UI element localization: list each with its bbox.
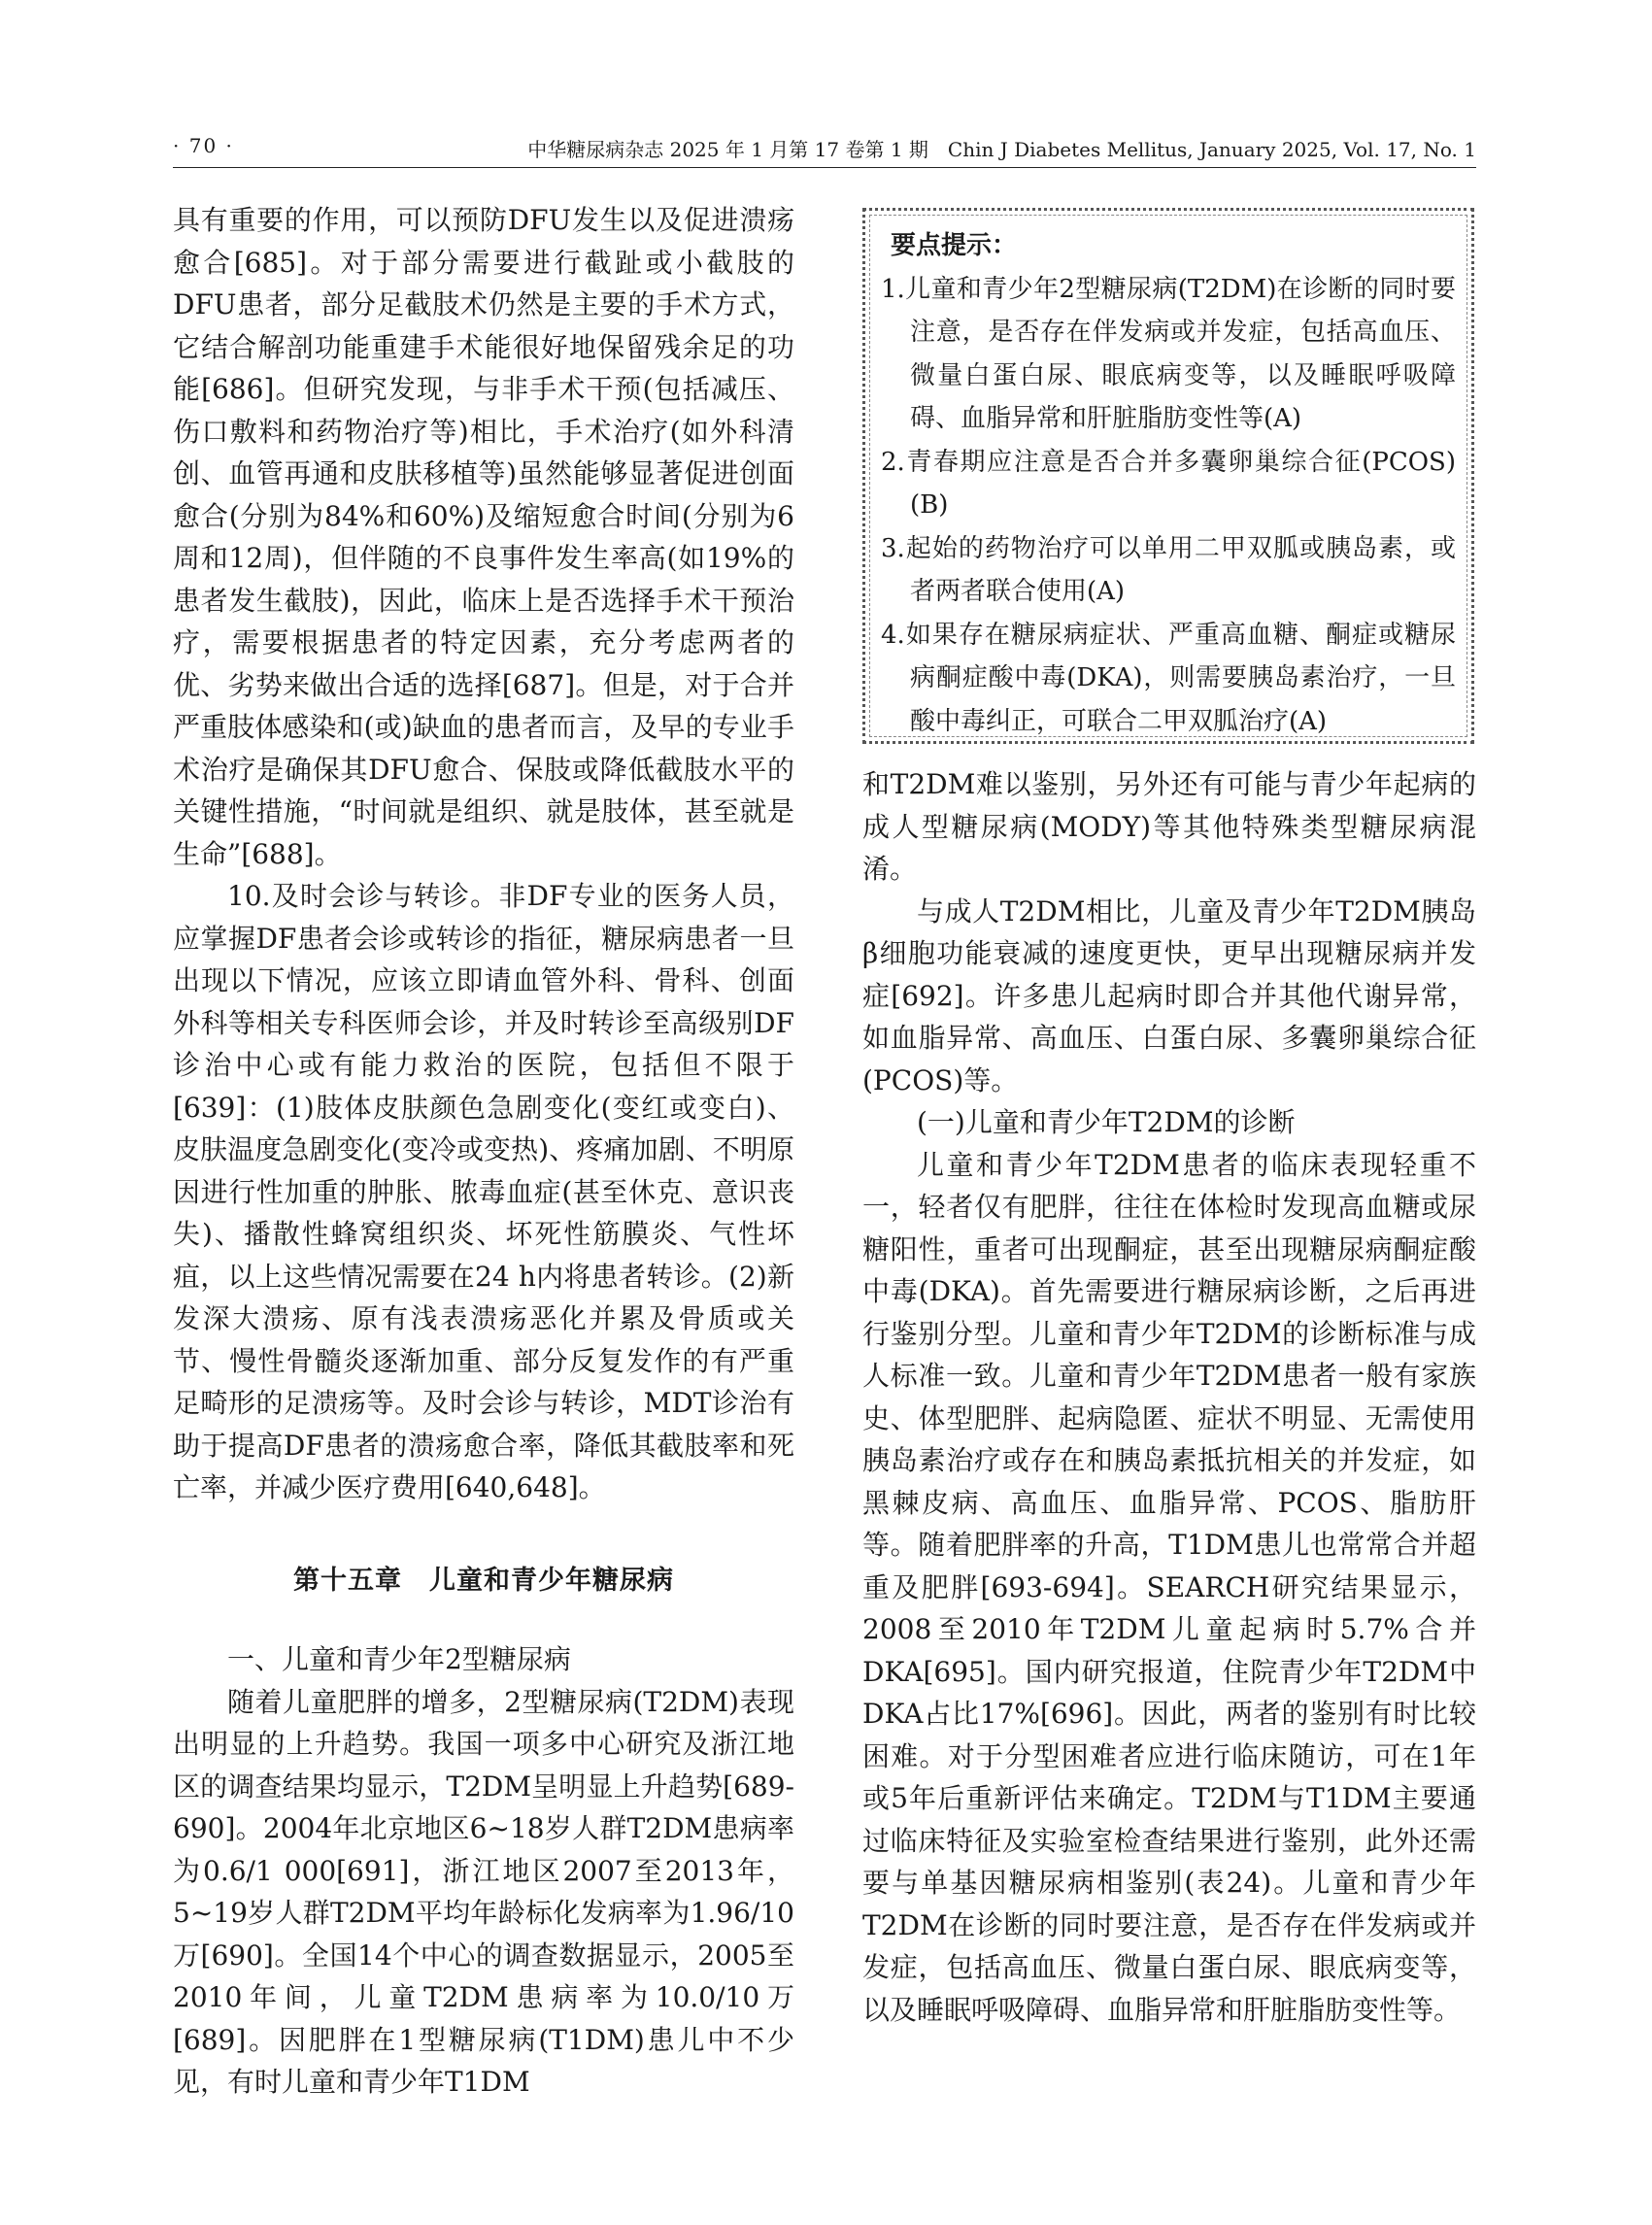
key-point-item: 4.如果存在糖尿病症状、严重高血糖、酮症或糖尿病酮症酸中毒(DKA)，则需要胰岛素治疗，一旦酸中毒纠正，可联合二甲双胍治疗(A) [881,620,1456,736]
right-column [862,763,1476,2031]
paragraph-diagnosis: 儿童和青少年T2DM患者的临床表现轻重不一，轻者仅有肥胖，往往在体检时发现高血糖或尿糖阳性，重者可出现酮症，甚至出现糖尿病酮症酸中毒(DKA)。首先需要进行糖尿病诊断，之后再进行鉴别分型。儿童和青少年T2DM的诊断标准与成人标准一致。儿童和青少年T2DM患者一般有家族史、体型肥胖、起病隐匿、症状不明显、无需使用胰岛素治疗或存在和胰岛素抵抗相关的并发症，如黑棘皮病、高血压、血脂异常、PCOS、脂肪肝等。随着肥胖率的升高，T1DM患儿也常常合并超重及肥胖[693-694]。SEARCH研究结果显示，2008至2010年T2DM儿童起病时5.7%合并DKA[695]。国内研究报道，住院青少年T2DM中DKA占比17%[696]。因此，两者的鉴别有时比较困难。对于分型困难者应进行临床随访，可在1年或5年后重新评估来确定。T2DM与T1DM主要通过临床特征及实验室检查结果进行鉴别，此外还需要与单基因糖尿病相鉴别(表24)。儿童和青少年T2DM在诊断的同时要注意，是否存在伴发病或并发症，包括高血压、微量白蛋白尿、眼底病变等，以及睡眠呼吸障碍、血脂异常和肝脏脂肪变性等。 [862,1148,1476,2026]
paragraph-beta-cell: 与成人T2DM相比，儿童及青少年T2DM胰岛β细胞功能衰减的速度更快，更早出现糖尿病并发症[692]。许多患儿起病时即合并其他代谢异常，如血脂异常、高血压、白蛋白尿、多囊卵巢综合征(PCOS)等。 [862,894,1476,1096]
key-points-list [881,268,1456,744]
page-number: · 70 · [173,134,234,157]
chapter-title: 第十五章 儿童和青少年糖尿病 [293,1565,674,1596]
paragraph-differentiation: 和T2DM难以鉴别，另外还有可能与青少年起病的成人型糖尿病(MODY)等其他特殊类型糖尿病混淆。 [862,768,1476,885]
key-point-item: 2.青春期应注意是否合并多囊卵巢综合征(PCOS)(B) [881,447,1456,520]
subsection-heading: (一)儿童和青少年T2DM的诊断 [917,1106,1296,1138]
key-points-box [862,208,1474,744]
key-points-title: 要点提示： [891,231,1018,260]
paragraph-dfu-surgery: 具有重要的作用，可以预防DFU发生以及促进溃疡愈合[685]。对于部分需要进行截趾或小截肢的DFU患者，部分足截肢术仍然是主要的手术方式，它结合解剖功能重建手术能很好地保留残余足的功能[686]。但研究发现，与非手术干预(包括减压、伤口敷料和药物治疗等)相比，手术治疗(如外科清创、血管再通和皮肤移植等)虽然能够显著促进创面愈合(分别为84%和60%)及缩短愈合时间(分别为6周和12周)，但伴随的不良事件发生率高(如19%的患者发生截肢)，因此，临床上是否选择手术干预治疗，需要根据患者的特定因素，充分考虑两者的优、劣势来做出合适的选择[687]。但是，对于合并严重肢体感染和(或)缺血的患者而言，及早的专业手术治疗是确保其DFU愈合、保肢或降低截肢水平的关键性措施，“时间就是组织、就是肢体，甚至就是生命”[688]。 [173,204,794,870]
page-header [173,132,1476,168]
key-point-item: 3.起始的药物治疗可以单用二甲双胍或胰岛素，或者两者联合使用(A) [881,533,1456,606]
paragraph-epidemiology: 随着儿童肥胖的增多，2型糖尿病(T2DM)表现出明显的上升趋势。我国一项多中心研究及浙江地区的调查结果均显示，T2DM呈明显上升趋势[689-690]。2004年北京地区6~18岁人群T2DM患病率为0.6/1 000[691]，浙江地区2007至2013年，5~19岁人群T2DM平均年龄标化发病率为1.96/10万[690]。全国14个中心的调查数据显示，2005至2010年间，儿童T2DM患病率为10.0/10万[689]。因肥胖在1型糖尿病(T1DM)患儿中不少见，有时儿童和青少年T1DM [173,1685,794,2098]
journal-citation: 中华糖尿病杂志 2025 年 1 月第 17 卷第 1 期 Chin J Diabetes Mellitus, January 2025, Vol. 17, No. 1 [527,138,1476,161]
left-column [173,199,794,2104]
key-point-item: 1.儿童和青少年2型糖尿病(T2DM)在诊断的同时要注意，是否存在伴发病或并发症，包括高血压、微量白蛋白尿、眼底病变等，以及睡眠呼吸障碍、血脂异常和肝脏脂肪变性等(A) [881,274,1456,433]
paragraph-referral: 10.及时会诊与转诊。非DF专业的医务人员，应掌握DF患者会诊或转诊的指征，糖尿病患者一旦出现以下情况，应该立即请血管外科、骨科、创面外科等相关专科医师会诊，并及时转诊至高级别DF诊治中心或有能力救治的医院，包括但不限于[639]：(1)肢体皮肤颜色急剧变化(变红或变白)、皮肤温度急剧变化(变冷或变热)、疼痛加剧、不明原因进行性加重的肿胀、脓毒血症(甚至休克、意识丧失)、播散性蜂窝组织炎、坏死性筋膜炎、气性坏疽，以上这些情况需要在24 h内将患者转诊。(2)新发深大溃疡、原有浅表溃疡恶化并累及骨质或关节、慢性骨髓炎逐渐加重、部分反复发作的有严重足畸形的足溃疡等。及时会诊与转诊，MDT诊治有助于提高DF患者的溃疡愈合率，降低其截肢率和死亡率，并减少医疗费用[640,648]。 [173,880,794,1503]
section-heading: 一、儿童和青少年2型糖尿病 [227,1643,571,1675]
